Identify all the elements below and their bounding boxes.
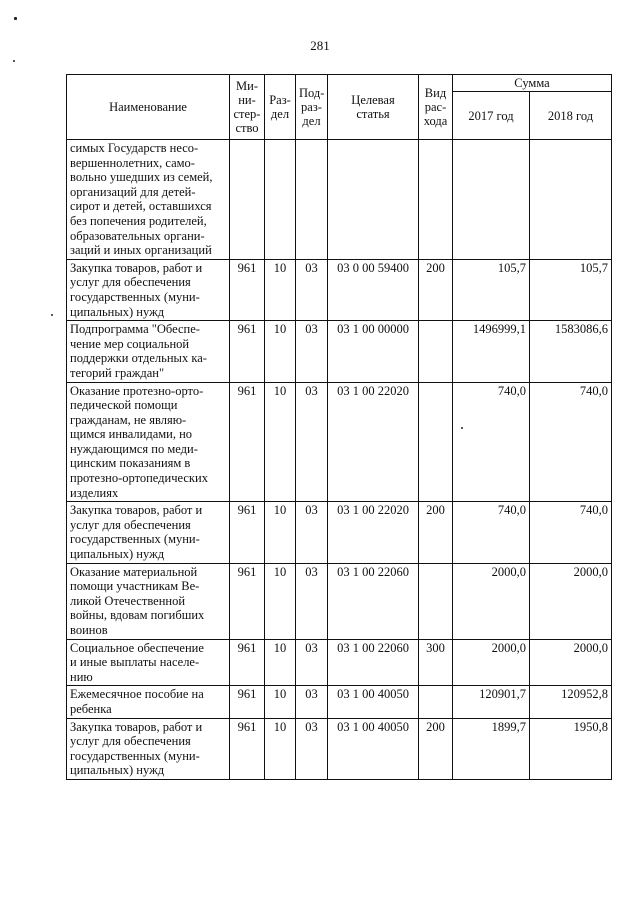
cell-name [67,563,230,639]
cell-amount-2017-text: 105,7 [497,260,526,275]
cell-section [265,563,296,639]
header-target [328,75,419,140]
cell-ministry [230,259,265,320]
cell-amount-2017-text: 1899,7 [491,719,526,734]
header-subsection-label: Под- раз- дел [299,86,325,128]
cell-section-text: 10 [273,503,287,518]
header-expense-type-label: Вид рас- хода [423,86,448,128]
cell-section-text: 10 [273,719,287,734]
cell-subsection-text: 03 [305,383,318,398]
cell-target-text: 03 0 00 59400 [337,260,409,275]
cell-amount-2018-text: 120952,8 [561,687,608,702]
cell-name [67,639,230,686]
cell-ministry-text: 961 [237,322,257,337]
cell-target [328,382,419,502]
cell-name-text: Подпрограмма "Обеспе- чение мер социальной поддержки отдельных ка- тегорий граждан" [70,322,207,380]
cell-subsection [296,718,328,779]
cell-target [328,259,419,320]
cell-amount-2017-text: 740,0 [497,383,526,398]
header-section-label: Раз- дел [269,93,291,121]
cell-subsection-text: 03 [305,260,318,275]
cell-ministry [230,639,265,686]
cell-subsection-text: 03 [305,719,318,734]
header-ministry-label: Ми- ни- стер- ство [233,79,261,135]
cell-ministry-text: 961 [237,640,257,655]
cell-subsection [296,563,328,639]
cell-target [328,639,419,686]
header-ministry [230,75,265,140]
page-number: 281 [310,38,330,53]
cell-target [328,563,419,639]
cell-name [67,718,230,779]
cell-amount-2017-text: 2000,0 [491,564,526,579]
cell-amount-2018 [530,718,612,779]
cell-section-text: 10 [273,564,287,579]
cell-target-text: 03 1 00 00000 [337,322,409,337]
cell-amount-2017 [453,259,530,320]
cell-section [265,718,296,779]
cell-section [265,259,296,320]
cell-name-text: Ежемесячное пособие на ребенка [70,687,204,716]
cell-ministry-text: 961 [237,687,257,702]
cell-name [67,502,230,563]
cell-name [67,382,230,502]
cell-expense-type [419,321,453,382]
cell-target-text: 03 1 00 40050 [337,687,409,702]
cell-expense-type [419,502,453,563]
cell-name [67,259,230,320]
cell-ministry-text: 961 [237,564,257,579]
cell-name-text: Закупка товаров, работ и услуг для обеспечения государственных (муни- ципальных) нужд [70,719,203,778]
cell-section [265,502,296,563]
cell-ministry-text: 961 [237,719,257,734]
cell-subsection [296,639,328,686]
cell-expense-type-text: 200 [426,719,445,734]
header-section [265,75,296,140]
cell-subsection-text: 03 [305,687,318,702]
table-row [67,639,612,686]
cell-name [67,321,230,382]
cell-subsection [296,502,328,563]
cell-expense-type-text: 200 [426,260,445,275]
cell-ministry-text: 961 [237,260,257,275]
cell-name-text: Закупка товаров, работ и услуг для обеспечения государственных (муни- ципальных) нужд [70,503,203,562]
budget-table [66,74,612,780]
cell-amount-2017 [453,321,530,382]
cell-target-text: 03 1 00 22020 [337,503,409,518]
cell-target [328,321,419,382]
cell-section [265,382,296,502]
cell-subsection [296,686,328,718]
cell-amount-2017 [453,502,530,563]
header-amount-label: Сумма [514,76,550,90]
cell-subsection [296,259,328,320]
cell-name-text: симых Государств несо- вершеннолетних, само- вольно ушедших из семей, организаций для детей- сирот и детей, оставшихся без попечения родителей, образовательных органи- заций и иных организаций [70,141,213,258]
scan-dot [51,314,53,316]
cell-amount-2018 [530,686,612,718]
cell-expense-type [419,259,453,320]
cell-amount-2018 [530,639,612,686]
cell-expense-type [419,563,453,639]
cell-ministry [230,382,265,502]
cell-amount-2017-text: 120901,7 [479,687,526,702]
cell-amount-2017 [453,686,530,718]
cell-section-text: 10 [273,687,287,702]
cell-subsection-text: 03 [305,322,318,337]
cell-ministry [230,321,265,382]
cell-section-text: 10 [273,322,287,337]
cell-amount-2017 [453,639,530,686]
cell-amount-2018 [530,382,612,502]
cell-name-text: Оказание материальной помощи участникам Ве- ликой Отечественной войны, вдовам погибших воинов [70,564,205,637]
cell-name [67,686,230,718]
cell-name-text: Закупка товаров, работ и услуг для обеспечения государственных (муни- ципальных) нужд [70,260,203,319]
cell-ministry [230,686,265,718]
cell-amount-2018 [530,321,612,382]
cell-amount-2017-text: 740,0 [497,503,526,518]
cell-subsection [296,382,328,502]
table-row [67,686,612,718]
header-expense-type [419,75,453,140]
cell-ministry [230,502,265,563]
cell-amount-2018-text: 1583086,6 [554,322,608,337]
cell-amount-2018-text: 740,0 [579,383,608,398]
cell-subsection-text: 03 [305,503,318,518]
cell-section [265,321,296,382]
cell-amount-2017 [453,563,530,639]
table-row [67,502,612,563]
table-body [67,140,612,780]
scan-dot [14,17,17,20]
header-year-2017 [453,92,530,140]
cell-target [328,718,419,779]
cell-amount-2017 [453,140,530,260]
cell-target [328,686,419,718]
header-amount [453,75,612,92]
cell-target-text: 03 1 00 22060 [337,564,409,579]
table-row [67,321,612,382]
cell-expense-type [419,639,453,686]
cell-section [265,140,296,260]
cell-ministry [230,140,265,260]
cell-section-text: 10 [273,640,287,655]
cell-target [328,140,419,260]
cell-amount-2017 [453,382,530,502]
cell-amount-2017-text: 1496999,1 [472,322,526,337]
cell-ministry-text: 961 [237,503,257,518]
cell-expense-type-text: 200 [426,503,445,518]
cell-expense-type-text: 300 [426,640,445,655]
cell-name [67,140,230,260]
table-row [67,563,612,639]
cell-target-text: 03 1 00 22020 [337,383,409,398]
cell-amount-2017 [453,718,530,779]
cell-target [328,502,419,563]
cell-target-text: 03 1 00 22060 [337,640,409,655]
cell-amount-2018-text: 2000,0 [573,564,608,579]
table-row [67,259,612,320]
cell-ministry-text: 961 [237,383,257,398]
cell-expense-type [419,140,453,260]
cell-amount-2018-text: 740,0 [579,503,608,518]
cell-amount-2018-text: 105,7 [579,260,608,275]
cell-section [265,686,296,718]
header-year-2017-label: 2017 год [468,108,514,123]
cell-expense-type [419,382,453,502]
cell-amount-2018 [530,259,612,320]
header-year-2018 [530,92,612,140]
cell-expense-type [419,718,453,779]
cell-expense-type [419,686,453,718]
cell-ministry [230,563,265,639]
header-year-2018-label: 2018 год [547,108,594,123]
cell-amount-2018 [530,563,612,639]
cell-target-text: 03 1 00 40050 [337,719,409,734]
cell-amount-2017-text: 2000,0 [491,640,526,655]
scan-dot [13,60,15,62]
table-header [67,75,612,140]
header-name [67,75,230,140]
cell-subsection [296,321,328,382]
cell-amount-2018 [530,502,612,563]
cell-name-text: Оказание протезно-орто- педической помощи гражданам, не являю- щимся инвалидами, но нуждающимся по меди- цинским показаниям в протезно-ортопедических изделиях [70,383,208,500]
header-name-label: Наименование [109,100,187,114]
cell-amount-2018-text: 2000,0 [573,640,608,655]
cell-subsection [296,140,328,260]
table-row [67,718,612,779]
cell-ministry [230,718,265,779]
header-target-label: Целевая статья [351,93,395,121]
cell-name-text: Социальное обеспечение и иные выплаты населе- нию [70,640,204,684]
cell-section [265,639,296,686]
cell-section-text: 10 [273,260,287,275]
cell-section-text: 10 [273,383,287,398]
cell-amount-2018-text: 1950,8 [573,719,608,734]
cell-amount-2018 [530,140,612,260]
table-row [67,140,612,260]
cell-subsection-text: 03 [305,564,318,579]
table-row [67,382,612,502]
header-subsection [296,75,328,140]
cell-subsection-text: 03 [305,640,318,655]
